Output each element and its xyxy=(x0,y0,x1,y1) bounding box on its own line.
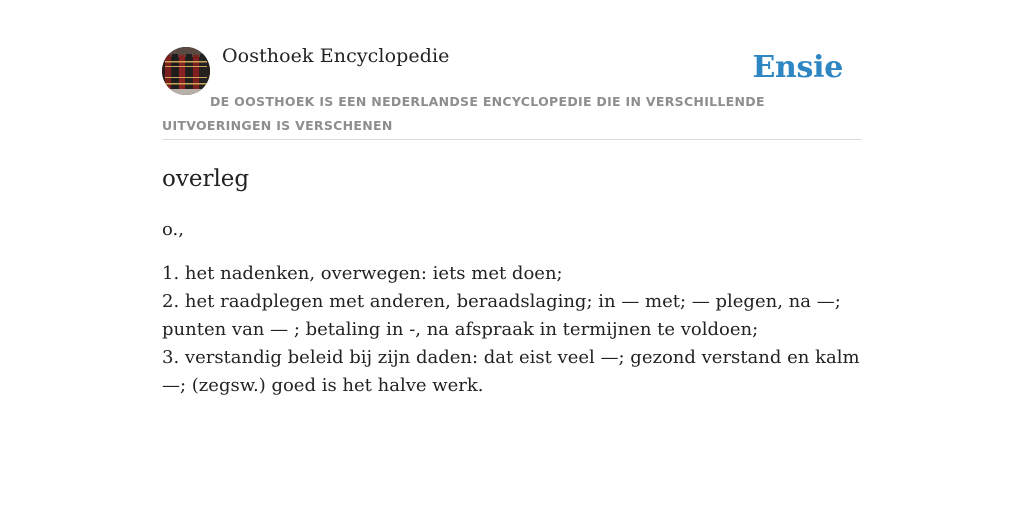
page xyxy=(162,0,862,400)
encyclopedia-books-icon[interactable] xyxy=(162,47,210,95)
sense-item: 3. verstandig beleid bij zijn daden: dat eist veel —; gezond verstand en kalm —; (zegsw.) goed is het halve werk. xyxy=(162,347,860,396)
ensie-logo-link[interactable]: Ensie xyxy=(752,50,843,85)
sense-list xyxy=(162,260,862,400)
source-tagline: DE OOSTHOEK IS EEN NEDERLANDSE ENCYCLOPEDIE DIE IN VERSCHILLENDE UITVOERINGEN IS VERSCHENEN xyxy=(162,94,765,133)
entry-term: overleg xyxy=(162,166,250,192)
sense-item: 1. het nadenken, overwegen: iets met doen; xyxy=(162,263,563,284)
source-name[interactable]: Oosthoek Encyclopedie xyxy=(222,45,450,67)
sense-item: 2. het raadplegen met anderen, beraadslaging; in — met; — plegen, na —; punten van — ; betaling in -, na afspraak in termijnen te voldoen; xyxy=(162,291,841,340)
source-header xyxy=(162,0,862,140)
part-of-speech: o., xyxy=(162,219,184,240)
dictionary-entry xyxy=(162,164,862,400)
